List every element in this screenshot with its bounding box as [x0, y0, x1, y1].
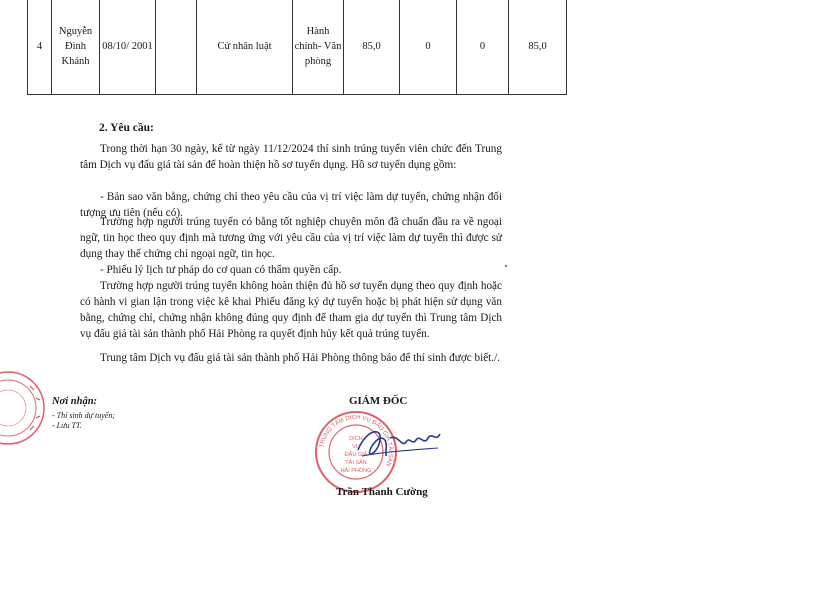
stamp-center-line: DỊCH [349, 436, 363, 442]
cell-stt: 4 [28, 0, 52, 95]
stamp-ring-text: TRUNG TÂM DỊCH VỤ ĐẤU GIÁ TÀI SẢN [319, 414, 394, 468]
section-heading: 2. Yêu cầu: [99, 122, 154, 134]
stamp-bottom-text: HẢI PHÒNG [340, 468, 372, 474]
cell-total: 85,0 [509, 0, 567, 95]
speck [505, 265, 507, 267]
stamp-center-line: ĐẤU GIÁ [344, 452, 368, 458]
paragraph-diploma-copies: - Bản sao văn bằng, chứng chỉ theo yêu cầu của vị trí việc làm dự tuyển, chứng nhận đối tượng ưu tiên (nếu có). [80, 191, 502, 219]
cell-dob: 08/10/ 2001 [100, 0, 156, 95]
handwritten-signature [352, 420, 444, 468]
paragraph-language-exemption: Trường hợp người trúng tuyển có bằng tốt nghiệp chuyên môn đã chuẩn đầu ra về ngoại ngữ, tin học theo quy định mà tương ứng với yêu cầu của vị trí việc làm dự tuyển thì được sử dụng thay thế chứng chỉ ngoại ngữ, tin học. [80, 216, 502, 260]
cell-blank [156, 0, 197, 95]
table-row [28, 0, 567, 95]
cell-score2: 0 [400, 0, 457, 95]
cell-score3: 0 [457, 0, 509, 95]
stamp-center-line: VỤ [352, 444, 360, 450]
signer-name: Trần Thanh Cường [336, 486, 428, 498]
recipient-item: - Thí sinh dự tuyển; [52, 411, 116, 420]
recipient-item: - Lưu TT. [52, 421, 82, 430]
paragraph-notice: Trung tâm Dịch vụ đấu giá tài sản thành phố Hải Phòng thông báo để thí sinh được biết./. [100, 352, 500, 364]
paragraph-cancellation: Trường hợp người trúng tuyển không hoàn thiện đủ hồ sơ tuyển dụng theo quy định hoặc có hành vi gian lận trong việc kê khai Phiếu đăng ký dự tuyển hoặc bị phát hiện sử dụng văn bằng, chứng chỉ, chứng nhận không đúng quy định để tham gia dự tuyển thì Trung tâm Dịch vụ đấu giá tài sản thành phố Hải Phòng ra quyết định hủy kết quả trúng tuyển. [80, 280, 502, 340]
paragraph-criminal-record: - Phiếu lý lịch tư pháp do cơ quan có thẩm quyền cấp. [100, 264, 342, 276]
recipients-label: Nơi nhận: [52, 396, 98, 407]
partial-stamp-left [0, 368, 52, 448]
results-table [27, 0, 567, 95]
cell-degree: Cử nhân luật [197, 0, 293, 95]
paragraph-deadline: Trong thời hạn 30 ngày, kể từ ngày 11/12/2024 thí sinh trúng tuyển viên chức đến Trung tâm Dịch vụ đấu giá tài sản để hoàn thiện hồ sơ tuyển dụng. Hồ sơ tuyển dụng gồm: [80, 143, 502, 171]
cell-name: Nguyễn Đình Khánh [52, 0, 100, 95]
cell-position: Hành chính- Văn phòng [293, 0, 344, 95]
signer-title: GIÁM ĐỐC [349, 395, 408, 407]
stamp-center-line: TÀI SẢN [345, 460, 367, 466]
cell-score1: 85,0 [344, 0, 400, 95]
